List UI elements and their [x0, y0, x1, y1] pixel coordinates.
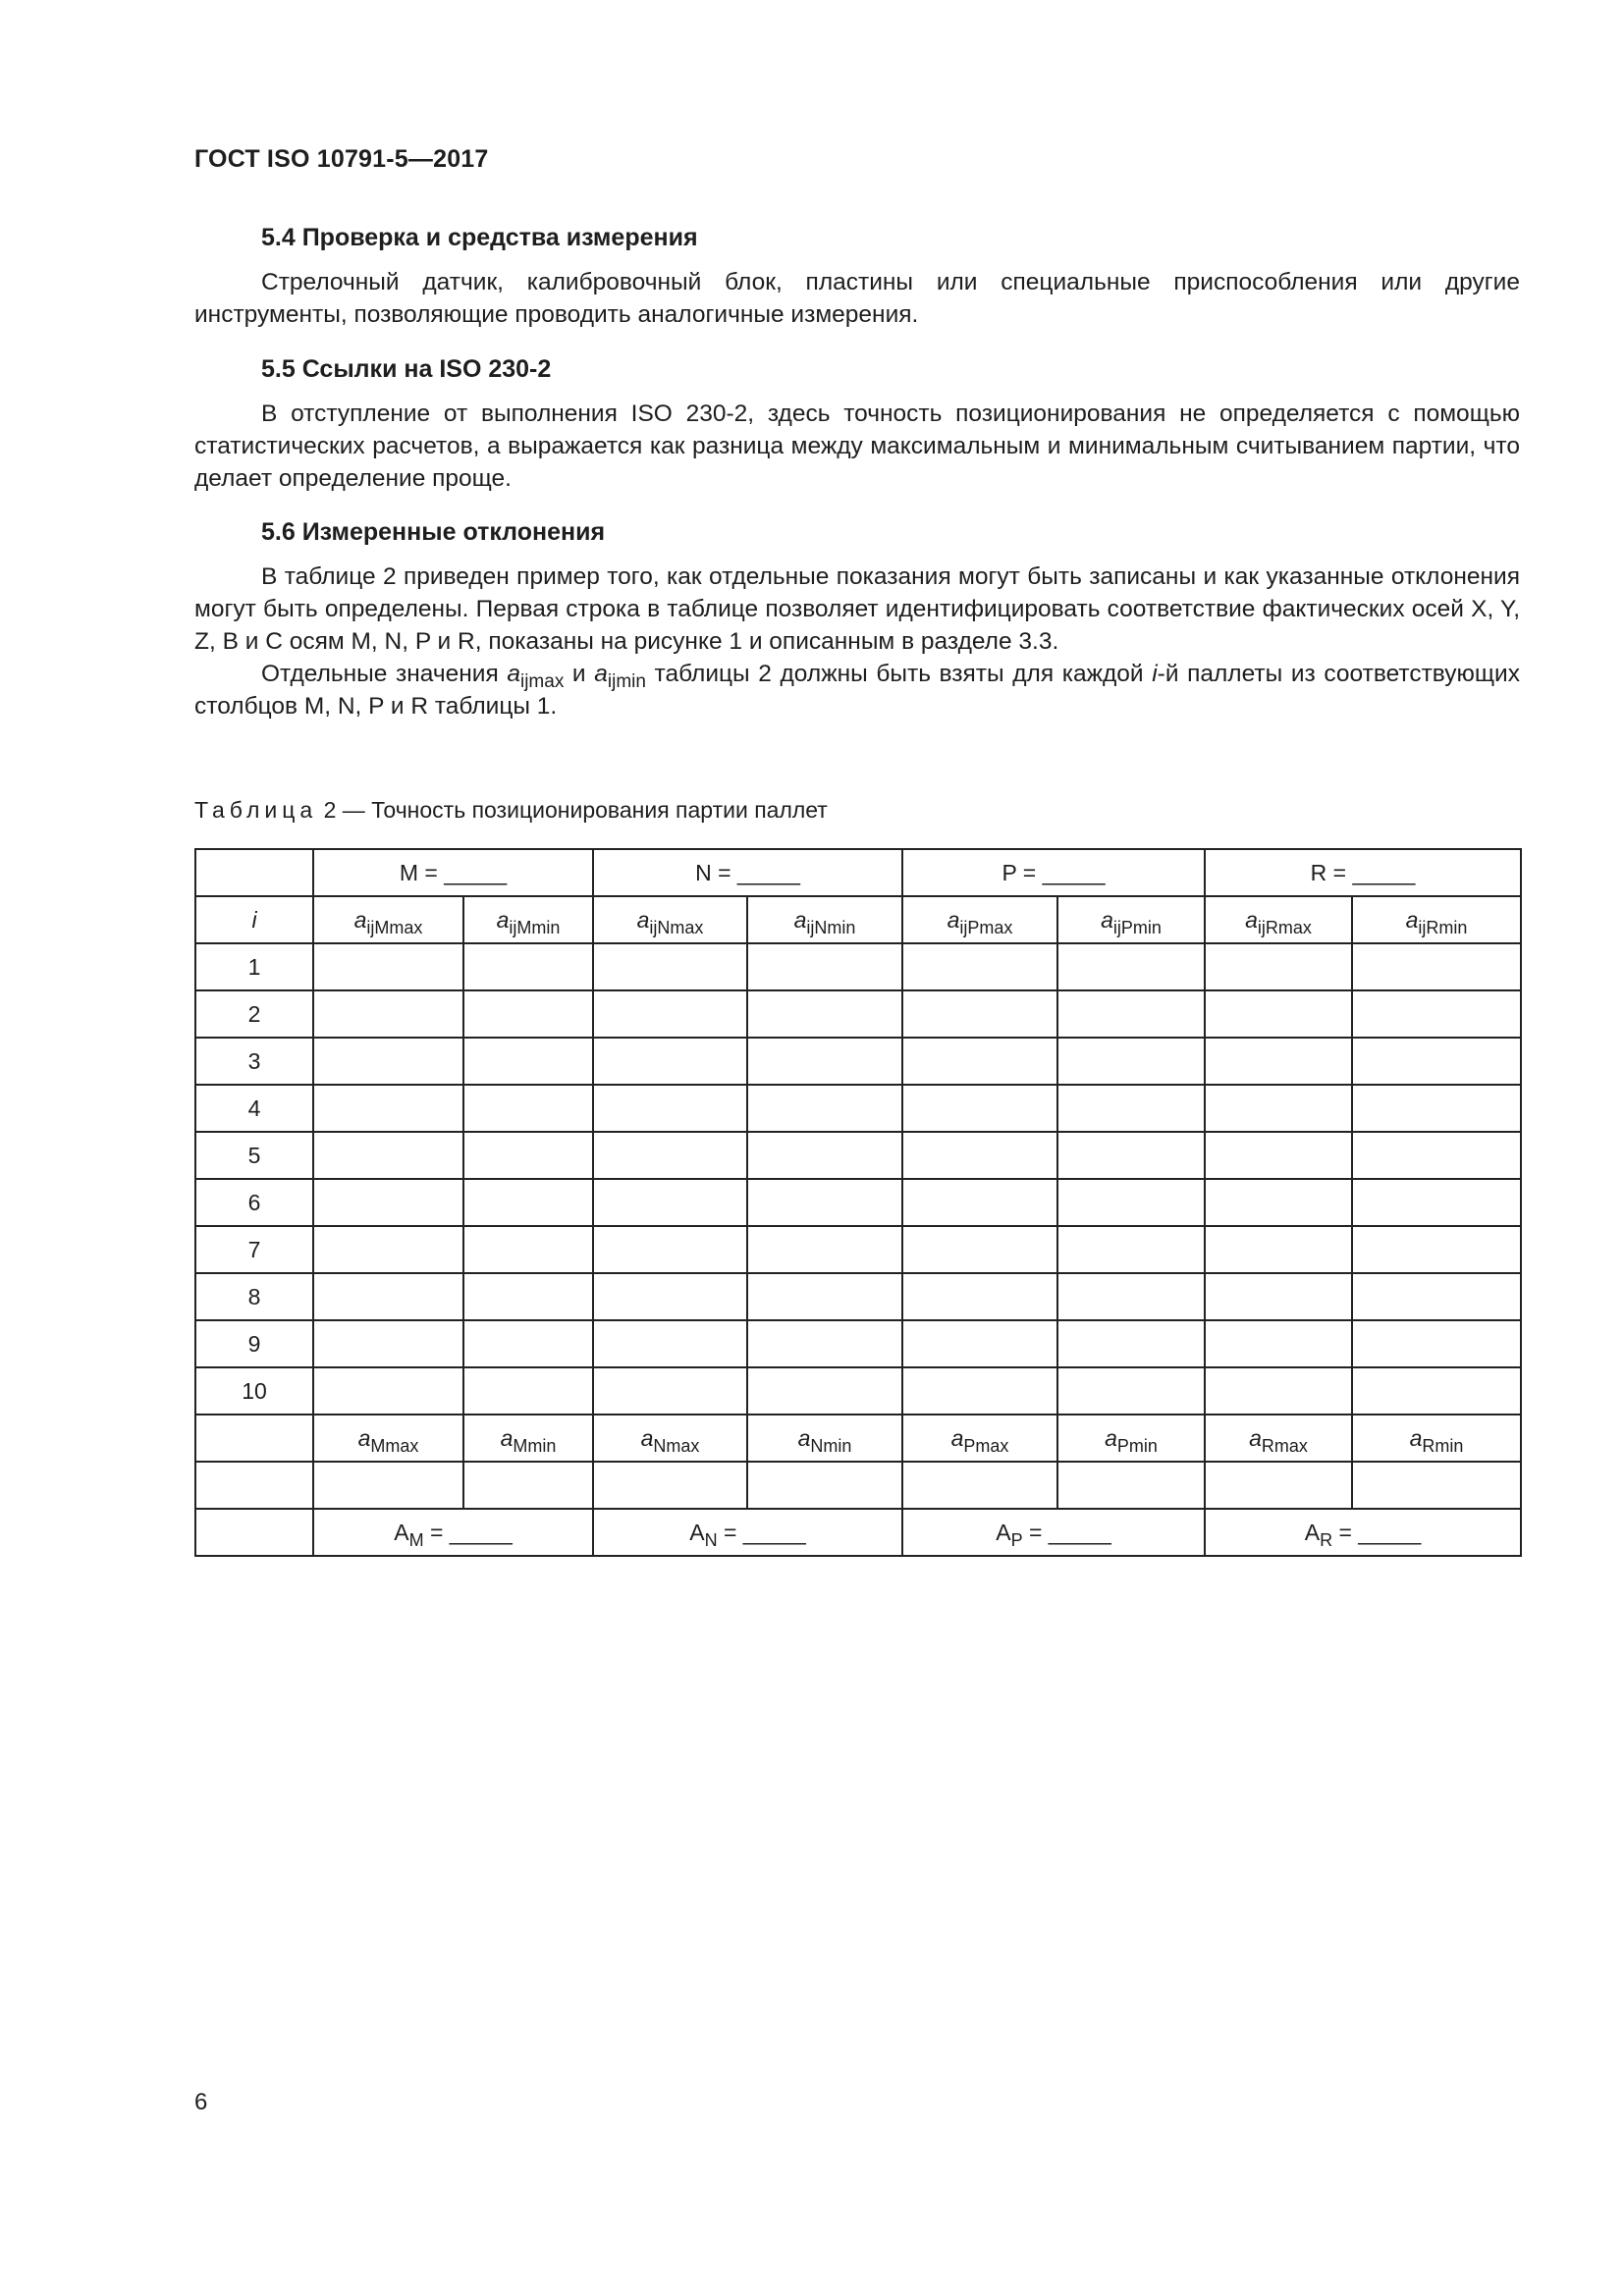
accuracy-cell	[902, 1509, 1205, 1556]
value-cell	[902, 1273, 1057, 1320]
var-sub: ijmin	[607, 671, 646, 692]
value-cell	[1057, 990, 1205, 1038]
section-5-5	[194, 355, 1520, 495]
section-5-4	[194, 224, 1520, 331]
value-cell	[747, 1085, 902, 1132]
symbol-subscript: Pmax	[963, 1435, 1009, 1456]
aggregate-header	[593, 1415, 747, 1462]
value-cell	[1205, 1367, 1352, 1415]
index-header	[195, 896, 313, 943]
value-cell	[1205, 1273, 1352, 1320]
value-cell	[902, 1038, 1057, 1085]
symbol-subscript: Pmin	[1116, 1435, 1158, 1456]
blank-cell	[195, 1509, 313, 1556]
value-cell	[313, 943, 463, 990]
symbol-subscript: ijMmax	[366, 917, 423, 937]
aggregate-header	[902, 1415, 1057, 1462]
value-cell	[1057, 1462, 1205, 1509]
symbol-letter: a	[640, 1424, 654, 1451]
text-run: таблицы 2 должны быть взяты для каждой	[645, 661, 1153, 687]
value-cell	[593, 1085, 747, 1132]
aggregate-header	[747, 1415, 902, 1462]
value-cell	[1057, 1179, 1205, 1226]
value-cell	[902, 1462, 1057, 1509]
value-cell	[1057, 1132, 1205, 1179]
accuracy-cell	[593, 1509, 902, 1556]
value-cell	[902, 1179, 1057, 1226]
value-cell	[1352, 1226, 1521, 1273]
table-row	[195, 1226, 1521, 1273]
symbol-subscript: ijPmax	[959, 917, 1013, 937]
aggregate-header	[1057, 1415, 1205, 1462]
symbol-subscript: N	[704, 1529, 718, 1550]
column-header	[1057, 896, 1205, 943]
symbol-letter: a	[1409, 1424, 1423, 1451]
value-cell	[1205, 1462, 1352, 1509]
blank-cell	[195, 1415, 313, 1462]
value-cell	[1205, 943, 1352, 990]
symbol-subscript: Rmax	[1261, 1435, 1308, 1456]
value-cell	[1057, 1273, 1205, 1320]
value-cell	[313, 1367, 463, 1415]
table-row	[195, 1038, 1521, 1085]
column-header	[902, 896, 1057, 943]
value-cell	[593, 943, 747, 990]
value-cell	[1057, 1038, 1205, 1085]
symbol-letter: a	[1405, 906, 1419, 933]
value-cell	[463, 1462, 593, 1509]
value-cell	[313, 990, 463, 1038]
symbol-letter: a	[636, 906, 650, 933]
value-cell	[463, 943, 593, 990]
symbol-letter: a	[357, 1424, 371, 1451]
value-cell	[747, 943, 902, 990]
section-5-6	[194, 518, 1520, 722]
value-cell	[463, 1085, 593, 1132]
accuracy-blank: = _____	[1022, 1519, 1111, 1545]
symbol-letter: A	[1304, 1519, 1321, 1545]
symbol-subscript: M	[408, 1529, 424, 1550]
caption-text: 2 — Точность позиционирования партии паллет	[317, 797, 828, 823]
text-run: -й паллеты из соответствующих столбцов M, N, P и R таблицы 1.	[194, 661, 1520, 720]
table-row	[195, 1320, 1521, 1367]
value-cell	[902, 1085, 1057, 1132]
value-cell	[1352, 1038, 1521, 1085]
section-paragraph: В таблице 2 приведен пример того, как отдельные показания могут быть записаны и как указанные отклонения могут быть определены. Первая строка в таблице позволяет идентифицировать соответствие фактических осей X, Y, Z, B и C осям M, N, P и R, показаны на рисунке 1 и описанным в разделе 3.3.	[194, 563, 1520, 655]
var-a: a	[507, 661, 520, 687]
table-row	[195, 943, 1521, 990]
column-header-row	[195, 896, 1521, 943]
symbol-subscript: ijRmin	[1418, 917, 1468, 937]
row-index: 10	[195, 1367, 313, 1415]
value-cell	[1205, 1038, 1352, 1085]
blank-cell	[195, 1462, 313, 1509]
accuracy-blank: = _____	[423, 1519, 513, 1545]
aggregate-header	[1352, 1415, 1521, 1462]
symbol-letter: a	[950, 1424, 964, 1451]
column-header	[1205, 896, 1352, 943]
value-cell	[593, 1038, 747, 1085]
row-index: 5	[195, 1132, 313, 1179]
value-cell	[593, 1462, 747, 1509]
axis-header: N = _____	[593, 849, 902, 896]
value-cell	[463, 1132, 593, 1179]
value-cell	[1205, 1320, 1352, 1367]
symbol-letter: a	[1245, 906, 1258, 933]
value-cell	[747, 1179, 902, 1226]
text-run: и	[564, 661, 595, 687]
axis-header: R = _____	[1205, 849, 1521, 896]
value-cell	[902, 1226, 1057, 1273]
value-cell	[1205, 1085, 1352, 1132]
symbol-letter: a	[1105, 1424, 1117, 1451]
value-cell	[1057, 1226, 1205, 1273]
row-index: 3	[195, 1038, 313, 1085]
symbol-letter: a	[1249, 1424, 1262, 1451]
value-cell	[1352, 1273, 1521, 1320]
value-cell	[1205, 1132, 1352, 1179]
value-cell	[1352, 1085, 1521, 1132]
var-i: i	[1152, 661, 1158, 687]
accuracy-cell	[313, 1509, 593, 1556]
value-cell	[902, 1132, 1057, 1179]
axis-header-row	[195, 849, 1521, 896]
accuracy-blank: = _____	[1332, 1519, 1422, 1545]
column-header	[463, 896, 593, 943]
table-caption	[194, 797, 828, 824]
row-index: 2	[195, 990, 313, 1038]
value-cell	[313, 1320, 463, 1367]
section-paragraph: В отступление от выполнения ISO 230-2, здесь точность позиционирования не определяется с помощью статистических расчетов, а выражается как разница между максимальным и минимальным считыванием партии, что делает определение проще.	[194, 400, 1520, 492]
value-cell	[463, 990, 593, 1038]
corner-cell	[195, 849, 313, 896]
symbol-subscript: Nmin	[810, 1435, 852, 1456]
value-cell	[902, 1320, 1057, 1367]
value-cell	[313, 1273, 463, 1320]
value-cell	[463, 1320, 593, 1367]
value-cell	[313, 1038, 463, 1085]
symbol-letter: A	[394, 1519, 409, 1545]
value-cell	[747, 990, 902, 1038]
table-row	[195, 1085, 1521, 1132]
row-index: 4	[195, 1085, 313, 1132]
value-cell	[902, 1367, 1057, 1415]
var-sub: ijmax	[519, 671, 565, 692]
symbol-subscript: ijMmin	[509, 917, 561, 937]
value-cell	[747, 1320, 902, 1367]
table-row	[195, 990, 1521, 1038]
value-cell	[593, 990, 747, 1038]
value-cell	[1352, 1320, 1521, 1367]
value-cell	[1352, 1367, 1521, 1415]
value-cell	[463, 1038, 593, 1085]
value-cell	[593, 1320, 747, 1367]
value-cell	[463, 1273, 593, 1320]
aggregate-header	[1205, 1415, 1352, 1462]
section-title: 5.5 Ссылки на ISO 230-2	[261, 355, 552, 383]
symbol-subscript: Mmax	[370, 1435, 419, 1456]
value-cell	[902, 990, 1057, 1038]
axis-header: P = _____	[902, 849, 1205, 896]
value-cell	[747, 1462, 902, 1509]
value-cell	[1352, 1179, 1521, 1226]
value-cell	[463, 1367, 593, 1415]
symbol-subscript: R	[1320, 1529, 1333, 1550]
value-cell	[313, 1179, 463, 1226]
row-index: 7	[195, 1226, 313, 1273]
value-cell	[747, 1038, 902, 1085]
row-index: 6	[195, 1179, 313, 1226]
value-cell	[1057, 943, 1205, 990]
var-a: a	[594, 661, 608, 687]
symbol-subscript: P	[1010, 1529, 1023, 1550]
row-index: 8	[195, 1273, 313, 1320]
index-label: i	[251, 906, 257, 933]
column-header	[1352, 896, 1521, 943]
table-row	[195, 1273, 1521, 1320]
table-row	[195, 1132, 1521, 1179]
symbol-letter: a	[793, 906, 807, 933]
symbol-subscript: Mmin	[513, 1435, 557, 1456]
value-cell	[747, 1273, 902, 1320]
accuracy-row	[195, 1509, 1521, 1556]
symbol-letter: a	[1101, 906, 1113, 933]
section-title: 5.4 Проверка и средства измерения	[261, 224, 698, 251]
value-cell	[1352, 990, 1521, 1038]
value-cell	[593, 1226, 747, 1273]
symbol-letter: A	[689, 1519, 705, 1545]
caption-word: Таблица	[194, 797, 318, 823]
accuracy-cell	[1205, 1509, 1521, 1556]
column-header	[313, 896, 463, 943]
symbol-subscript: ijRmax	[1257, 917, 1312, 937]
value-cell	[313, 1462, 463, 1509]
value-cell	[1205, 990, 1352, 1038]
column-header	[593, 896, 747, 943]
section-paragraph: Стрелочный датчик, калибровочный блок, пластины или специальные приспособления или другие инструменты, позволяющие проводить аналогичные измерения.	[194, 269, 1520, 328]
value-cell	[313, 1085, 463, 1132]
value-cell	[1057, 1320, 1205, 1367]
aggregate-header	[463, 1415, 593, 1462]
accuracy-blank: = _____	[717, 1519, 806, 1545]
value-cell	[313, 1132, 463, 1179]
section-paragraph-2	[194, 658, 1520, 722]
value-cell	[1205, 1179, 1352, 1226]
table-row	[195, 1179, 1521, 1226]
value-cell	[593, 1367, 747, 1415]
symbol-subscript: ijNmin	[806, 917, 856, 937]
table-row	[195, 1367, 1521, 1415]
symbol-subscript: ijNmax	[649, 917, 704, 937]
value-cell	[747, 1132, 902, 1179]
row-index: 1	[195, 943, 313, 990]
value-cell	[1352, 1462, 1521, 1509]
value-cell	[463, 1226, 593, 1273]
symbol-letter: a	[353, 906, 367, 933]
document-header: ГОСТ ISO 10791-5—2017	[194, 145, 489, 173]
value-cell	[747, 1367, 902, 1415]
symbol-letter: a	[797, 1424, 811, 1451]
value-cell	[593, 1179, 747, 1226]
aggregate-value-row	[195, 1462, 1521, 1509]
symbol-letter: a	[496, 906, 510, 933]
value-cell	[593, 1132, 747, 1179]
positioning-table	[194, 848, 1522, 1557]
axis-header: M = _____	[313, 849, 593, 896]
value-cell	[1057, 1085, 1205, 1132]
value-cell	[1205, 1226, 1352, 1273]
page-number: 6	[194, 2089, 208, 2115]
symbol-subscript: Rmin	[1422, 1435, 1464, 1456]
value-cell	[313, 1226, 463, 1273]
symbol-subscript: ijPmin	[1112, 917, 1162, 937]
aggregate-header-row	[195, 1415, 1521, 1462]
value-cell	[1057, 1367, 1205, 1415]
aggregate-header	[313, 1415, 463, 1462]
row-index: 9	[195, 1320, 313, 1367]
value-cell	[1352, 1132, 1521, 1179]
value-cell	[593, 1273, 747, 1320]
text-run: Отдельные значения	[261, 661, 508, 687]
symbol-letter: a	[947, 906, 960, 933]
value-cell	[463, 1179, 593, 1226]
symbol-letter: A	[996, 1519, 1011, 1545]
value-cell	[902, 943, 1057, 990]
symbol-letter: a	[500, 1424, 514, 1451]
value-cell	[1352, 943, 1521, 990]
value-cell	[747, 1226, 902, 1273]
column-header	[747, 896, 902, 943]
symbol-subscript: Nmax	[653, 1435, 700, 1456]
section-title: 5.6 Измеренные отклонения	[261, 518, 606, 546]
